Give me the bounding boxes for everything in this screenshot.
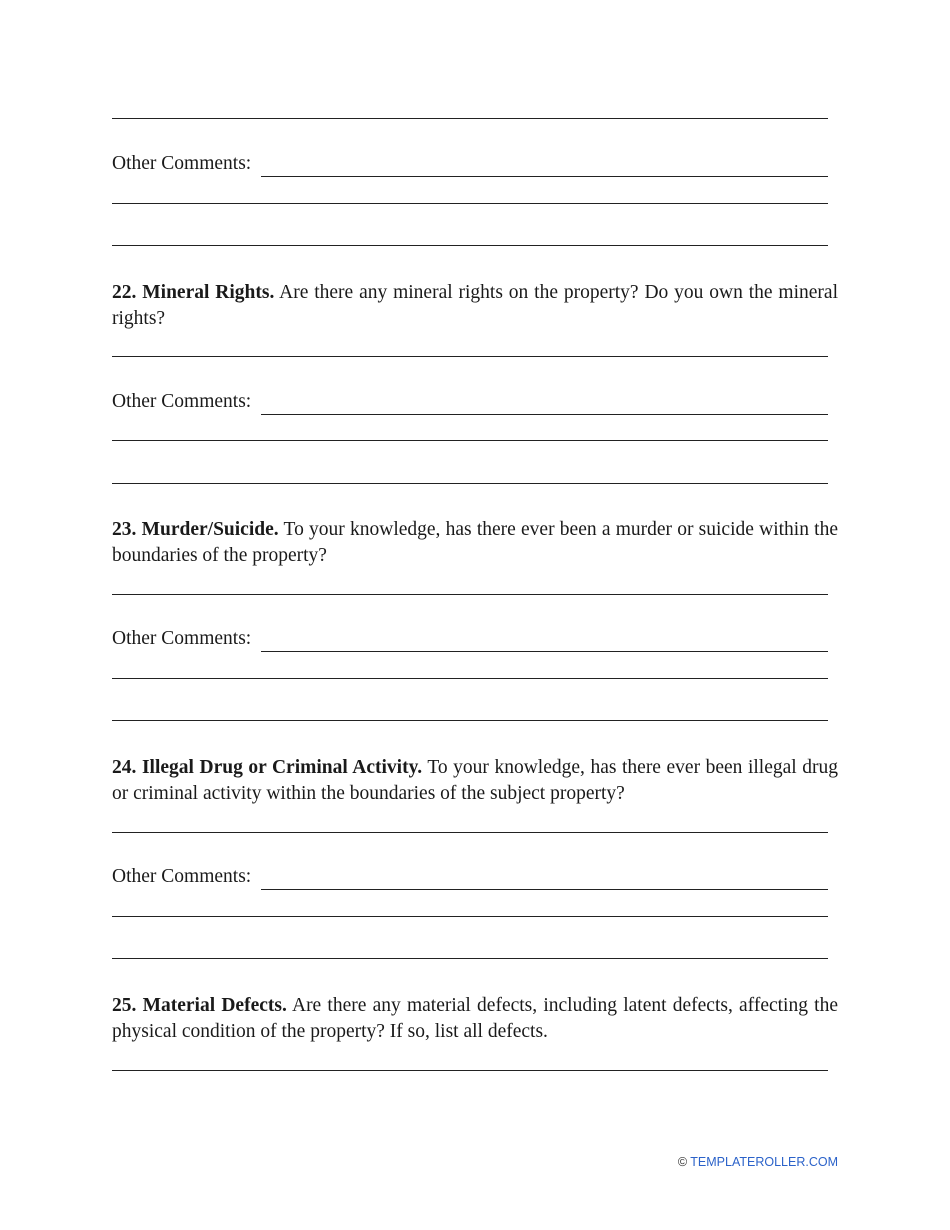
footer [678, 1155, 838, 1169]
answer-line[interactable] [112, 594, 828, 595]
other-comments-line[interactable] [261, 396, 828, 415]
templateroller-link[interactable]: TEMPLATEROLLER.COM [690, 1155, 838, 1169]
answer-line[interactable] [112, 958, 828, 959]
question-25 [112, 993, 838, 1045]
other-comments-field[interactable] [112, 628, 828, 652]
answer-line[interactable] [112, 916, 828, 917]
other-comments-label: Other Comments: [112, 391, 252, 412]
question-22 [112, 280, 838, 332]
answer-line[interactable] [112, 720, 828, 721]
question-text: Are there any mineral rights on the property? Do you own the mineral rights? [112, 282, 838, 329]
question-text: To your knowledge, has there ever been illegal drug or criminal activity within the boundaries of the subject property? [112, 757, 838, 804]
other-comments-line[interactable] [261, 633, 828, 652]
question-number: 25. [112, 995, 137, 1016]
question-title: Murder/Suicide. [141, 519, 279, 540]
other-comments-label: Other Comments: [112, 153, 252, 174]
question-number: 22. [112, 282, 137, 303]
answer-line[interactable] [112, 1070, 828, 1071]
question-text: To your knowledge, has there ever been a murder or suicide within the boundaries of the property? [112, 519, 838, 566]
answer-line[interactable] [112, 245, 828, 246]
answer-line[interactable] [112, 678, 828, 679]
other-comments-field[interactable] [112, 866, 828, 890]
other-comments-field[interactable] [112, 153, 828, 177]
question-title: Illegal Drug or Criminal Activity. [141, 757, 423, 778]
other-comments-line[interactable] [261, 871, 828, 890]
other-comments-line[interactable] [261, 158, 828, 177]
other-comments-label: Other Comments: [112, 628, 252, 649]
question-23 [112, 517, 838, 569]
answer-line[interactable] [112, 483, 828, 484]
copyright-symbol: © [677, 1155, 688, 1169]
other-comments-label: Other Comments: [112, 866, 252, 887]
question-number: 23. [112, 519, 137, 540]
answer-line[interactable] [112, 356, 828, 357]
question-24 [112, 755, 838, 807]
answer-line[interactable] [112, 440, 828, 441]
answer-line[interactable] [112, 832, 828, 833]
question-number: 24. [112, 757, 137, 778]
answer-line[interactable] [112, 118, 828, 119]
question-title: Mineral Rights. [142, 282, 275, 303]
question-title: Material Defects. [142, 995, 287, 1016]
other-comments-field[interactable] [112, 391, 828, 415]
answer-line[interactable] [112, 203, 828, 204]
question-text: Are there any material defects, including latent defects, affecting the physical condition of the property? If so, list all defects. [112, 995, 838, 1042]
